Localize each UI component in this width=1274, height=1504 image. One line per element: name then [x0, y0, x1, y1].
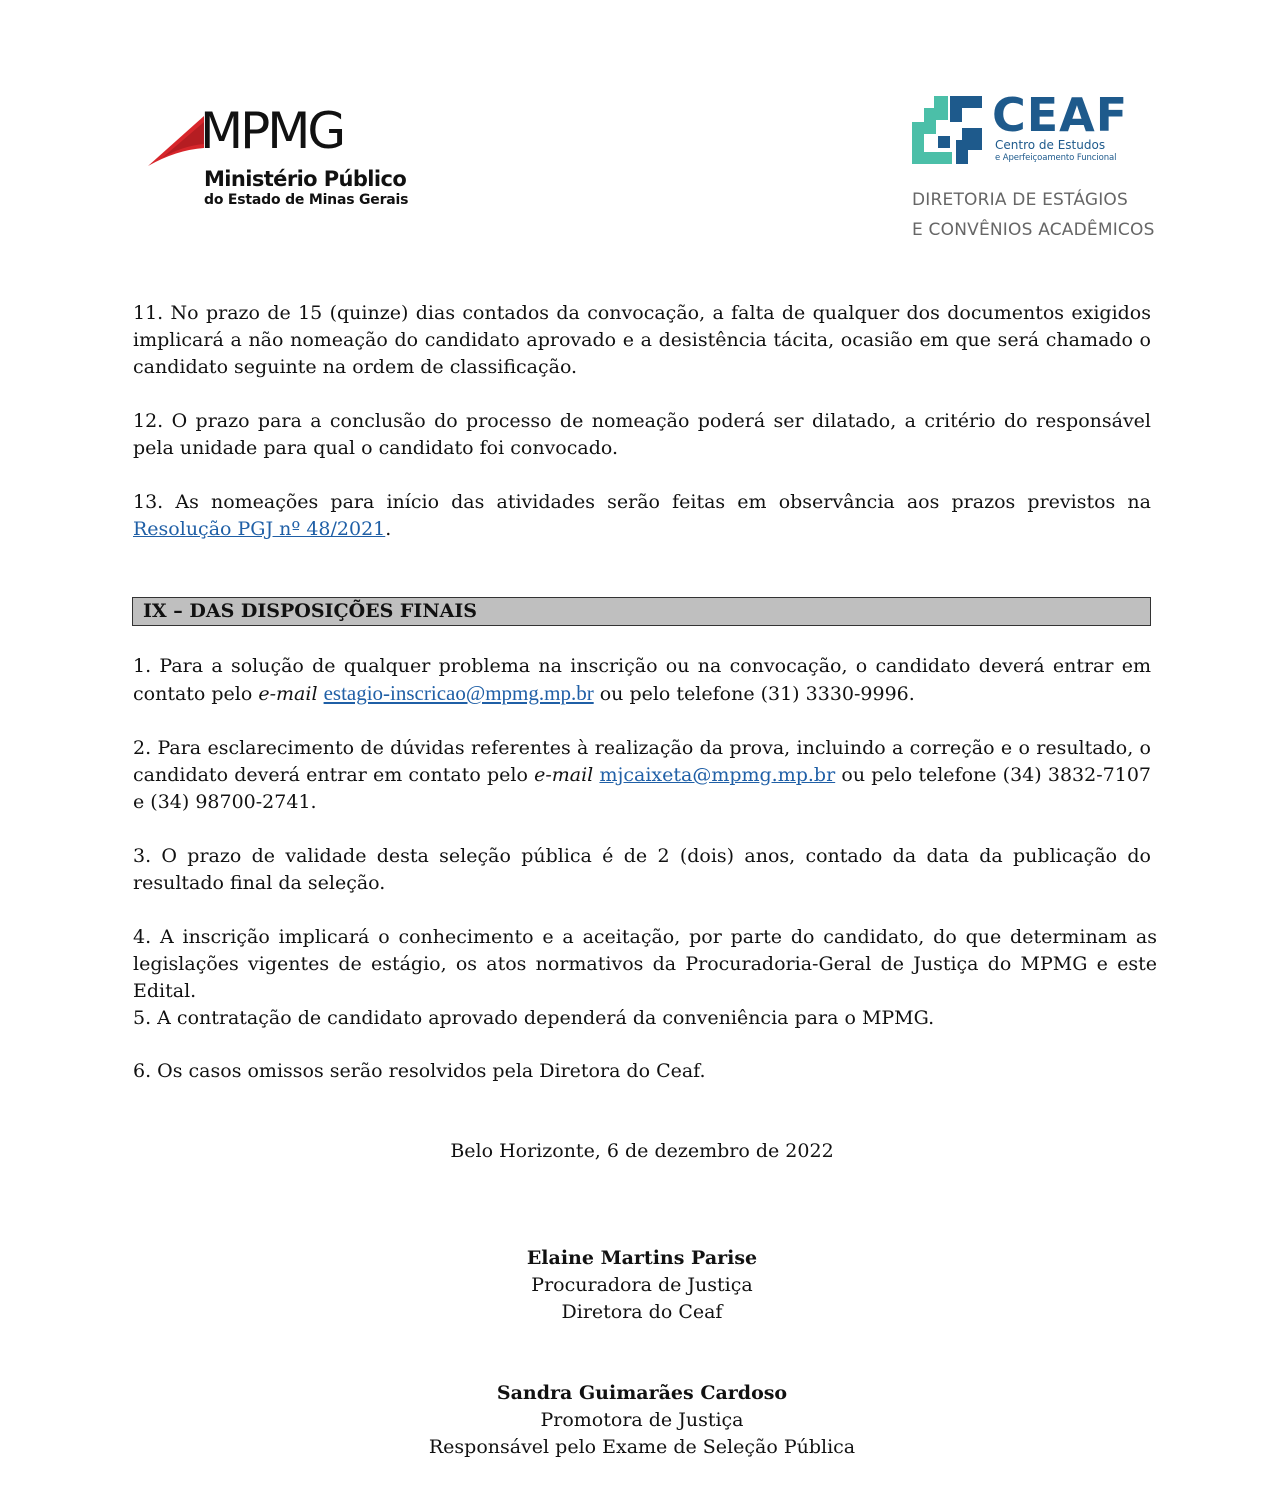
mpmg-triangle-icon: [146, 112, 206, 168]
final-item-2: [133, 735, 1151, 816]
ceaf-subtitle-2: e Aperfeiçoamento Funcional: [995, 153, 1117, 163]
ceaf-subtitle-1: Centro de Estudos: [995, 138, 1106, 152]
final-item-1-phone: ou pelo telefone (31) 3330-9996.: [593, 683, 915, 705]
final-item-6: 6. Os casos omissos serão resolvidos pela Diretora do Ceaf.: [133, 1060, 706, 1082]
final-item-2-phone: ou pelo telefone (34) 3832-7107 e (34) 98700-2741.: [133, 764, 1152, 813]
signatory-position: Responsável pelo Exame de Seleção Pública: [428, 1436, 856, 1458]
ceaf-emblem-icon: [910, 94, 988, 166]
ceaf-directorate-line1: DIRETORIA DE ESTÁGIOS: [912, 190, 1129, 210]
mpmg-name-line1: Ministério Público: [204, 167, 407, 191]
ceaf-wordmark: CEAF: [992, 88, 1129, 142]
mpmg-logo: [146, 102, 426, 218]
final-item-1: [133, 653, 1151, 708]
mpmg-name-line2: do Estado de Minas Gerais: [204, 192, 409, 208]
final-item-5: 5. A contratação de candidato aprovado dependerá da conveniência para o MPMG.: [133, 1007, 935, 1029]
signature-block-1: [5, 1245, 1274, 1326]
final-item-3: 3. O prazo de validade desta seleção pública é de 2 (dois) anos, contado da data da publicação do resultado final da seleção.: [133, 845, 1151, 894]
signatory-role: Promotora de Justiça: [540, 1409, 744, 1431]
signature-block-2: [5, 1380, 1274, 1461]
email-link-mjcaixeta[interactable]: mjcaixeta@mpmg.mp.br: [599, 764, 836, 786]
ceaf-logo: [908, 90, 1158, 250]
place-date: Belo Horizonte, 6 de dezembro de 2022: [450, 1140, 834, 1162]
signatory-position: Diretora do Ceaf: [561, 1301, 723, 1323]
final-item-4: 4. A inscrição implicará o conhecimento e a aceitação, por parte do candidato, do que determinam as legislações vigentes de estágio, os atos normativos da Procuradoria-Geral de Justiça do MPMG e este Edital.: [133, 926, 1157, 1002]
signatory-role: Procuradora de Justiça: [531, 1274, 753, 1296]
item-12: 12. O prazo para a conclusão do processo de nomeação poderá ser dilatado, a critério do responsável pela unidade para qual o candidato foi convocado.: [133, 410, 1151, 459]
resolution-link[interactable]: Resolução PGJ nº 48/2021: [133, 518, 386, 540]
item-13-text: 13. As nomeações para início das atividades serão feitas em observância aos prazos previstos na: [133, 491, 1151, 513]
email-label: e-mail: [534, 764, 594, 786]
email-label: e-mail: [258, 683, 318, 705]
item-13-end: .: [385, 518, 392, 540]
item-11: 11. No prazo de 15 (quinze) dias contados da convocação, a falta de qualquer dos documentos exigidos implicará a não nomeação do candidato aprovado e a desistência tácita, ocasião em que será chamado o candidato seguinte na ordem de classificação.: [133, 302, 1151, 378]
signatory-name: Sandra Guimarães Cardoso: [496, 1382, 788, 1404]
section-title: IX – DAS DISPOSIÇÕES FINAIS: [143, 600, 478, 622]
final-item-2-text: 2. Para esclarecimento de dúvidas referentes à realização da prova, incluindo a correção e o resultado, o candidato deverá entrar em contato pelo: [133, 737, 1151, 786]
section-header-bar: [132, 597, 1151, 626]
final-item-1-text: 1. Para a solução de qualquer problema na inscrição ou na convocação, o candidato deverá entrar em contato pelo: [133, 655, 1151, 705]
ceaf-directorate-line2: E CONVÊNIOS ACADÊMICOS: [912, 220, 1155, 240]
email-link-inscricao[interactable]: estagio-inscricao@mpmg.mp.br: [323, 681, 594, 705]
mpmg-wordmark: MPMG: [200, 102, 344, 160]
signatory-name: Elaine Martins Parise: [526, 1247, 758, 1269]
item-13: [133, 489, 1151, 543]
